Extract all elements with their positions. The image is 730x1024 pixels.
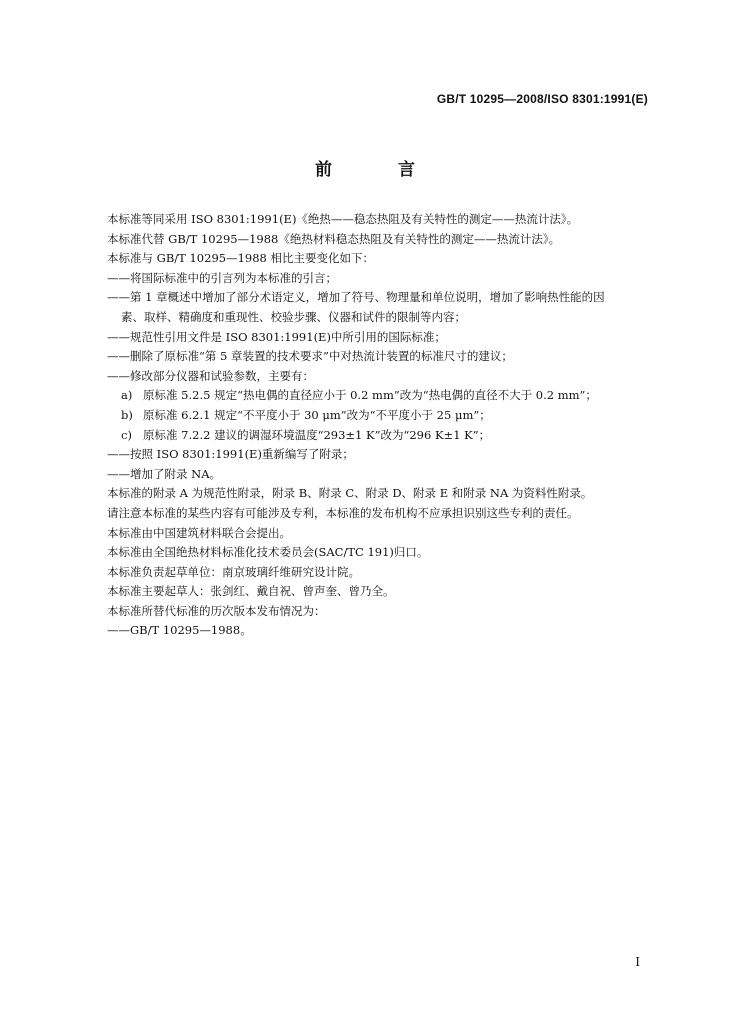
page-title: 前 言 [315,160,445,180]
list-item-text: 原标准 5.2.5 规定“热电偶的直径应小于 0.2 mm”改为“热电偶的直径不大于 0.2 mm”； [143,388,597,403]
paragraph: 本标准由中国建筑材料联合会提出。 [107,525,291,540]
list-marker: c) [121,427,132,442]
list-item [107,426,667,446]
change-item: ——将国际标准中的引言列为本标准的引言； [107,270,337,285]
paragraph: 请注意本标准的某些内容有可能涉及专利，本标准的发布机构不应承担识别这些专利的责任。 [107,505,579,520]
change-item: ——第 1 章概述中增加了部分术语定义，增加了符号、物理量和单位说明，增加了影响热性能的因 [107,290,605,305]
list-item [107,386,667,406]
list-marker: a) [121,388,133,403]
paragraph: 本标准负责起草单位：南京玻璃纤维研究设计院。 [107,564,360,579]
paragraph: 本标准等同采用 ISO 8301:1991(E)《绝热——稳态热阻及有关特性的测定——热流计法》。 [107,212,579,226]
list-item-text: 原标准 7.2.2 建议的调湿环境温度“293±1 K”改为“296 K±1 K”； [143,427,491,442]
paragraph: 本标准由全国绝热材料标准化技术委员会(SAC/TC 191)归口。 [107,545,429,560]
standard-code: GB/T 10295—2008/ISO 8301:1991(E) [436,92,648,106]
paragraph: 本标准代替 GB/T 10295—1988《绝热材料稳态热阻及有关特性的测定——热流计法》。 [107,231,561,246]
change-item: ——增加了附录 NA。 [107,466,222,481]
paragraph: ——GB/T 10295—1988。 [107,623,252,638]
foreword-body [107,210,667,641]
paragraph: 本标准的附录 A 为规范性附录，附录 B、附录 C、附录 D、附录 E 和附录 NA 为资料性附录。 [107,486,593,501]
paragraph: 本标准主要起草人：张剑红、戴自祝、曾声奎、曾乃全。 [107,584,395,599]
paragraph: 本标准所替代标准的历次版本发布情况为： [107,603,326,618]
change-item: ——修改部分仪器和试验参数，主要有： [107,368,314,383]
page-number: I [635,955,640,969]
change-item-continuation: 素、取样、精确度和重现性、校验步骤、仪器和试件的限制等内容； [121,309,466,324]
change-item: ——删除了原标准“第 5 章装置的技术要求”中对热流计装置的标准尺寸的建议； [107,349,513,364]
change-item: ——按照 ISO 8301:1991(E)重新编写了附录； [107,447,354,462]
paragraph: 本标准与 GB/T 10295—1988 相比主要变化如下： [107,251,374,266]
change-item: ——规范性引用文件是 ISO 8301:1991(E)中所引用的国际标准； [107,329,446,344]
list-item-text: 原标准 6.2.1 规定“不平度小于 30 μm”改为“不平度小于 25 μm”； [143,407,491,422]
list-marker: b) [121,407,133,422]
list-item [107,406,667,426]
